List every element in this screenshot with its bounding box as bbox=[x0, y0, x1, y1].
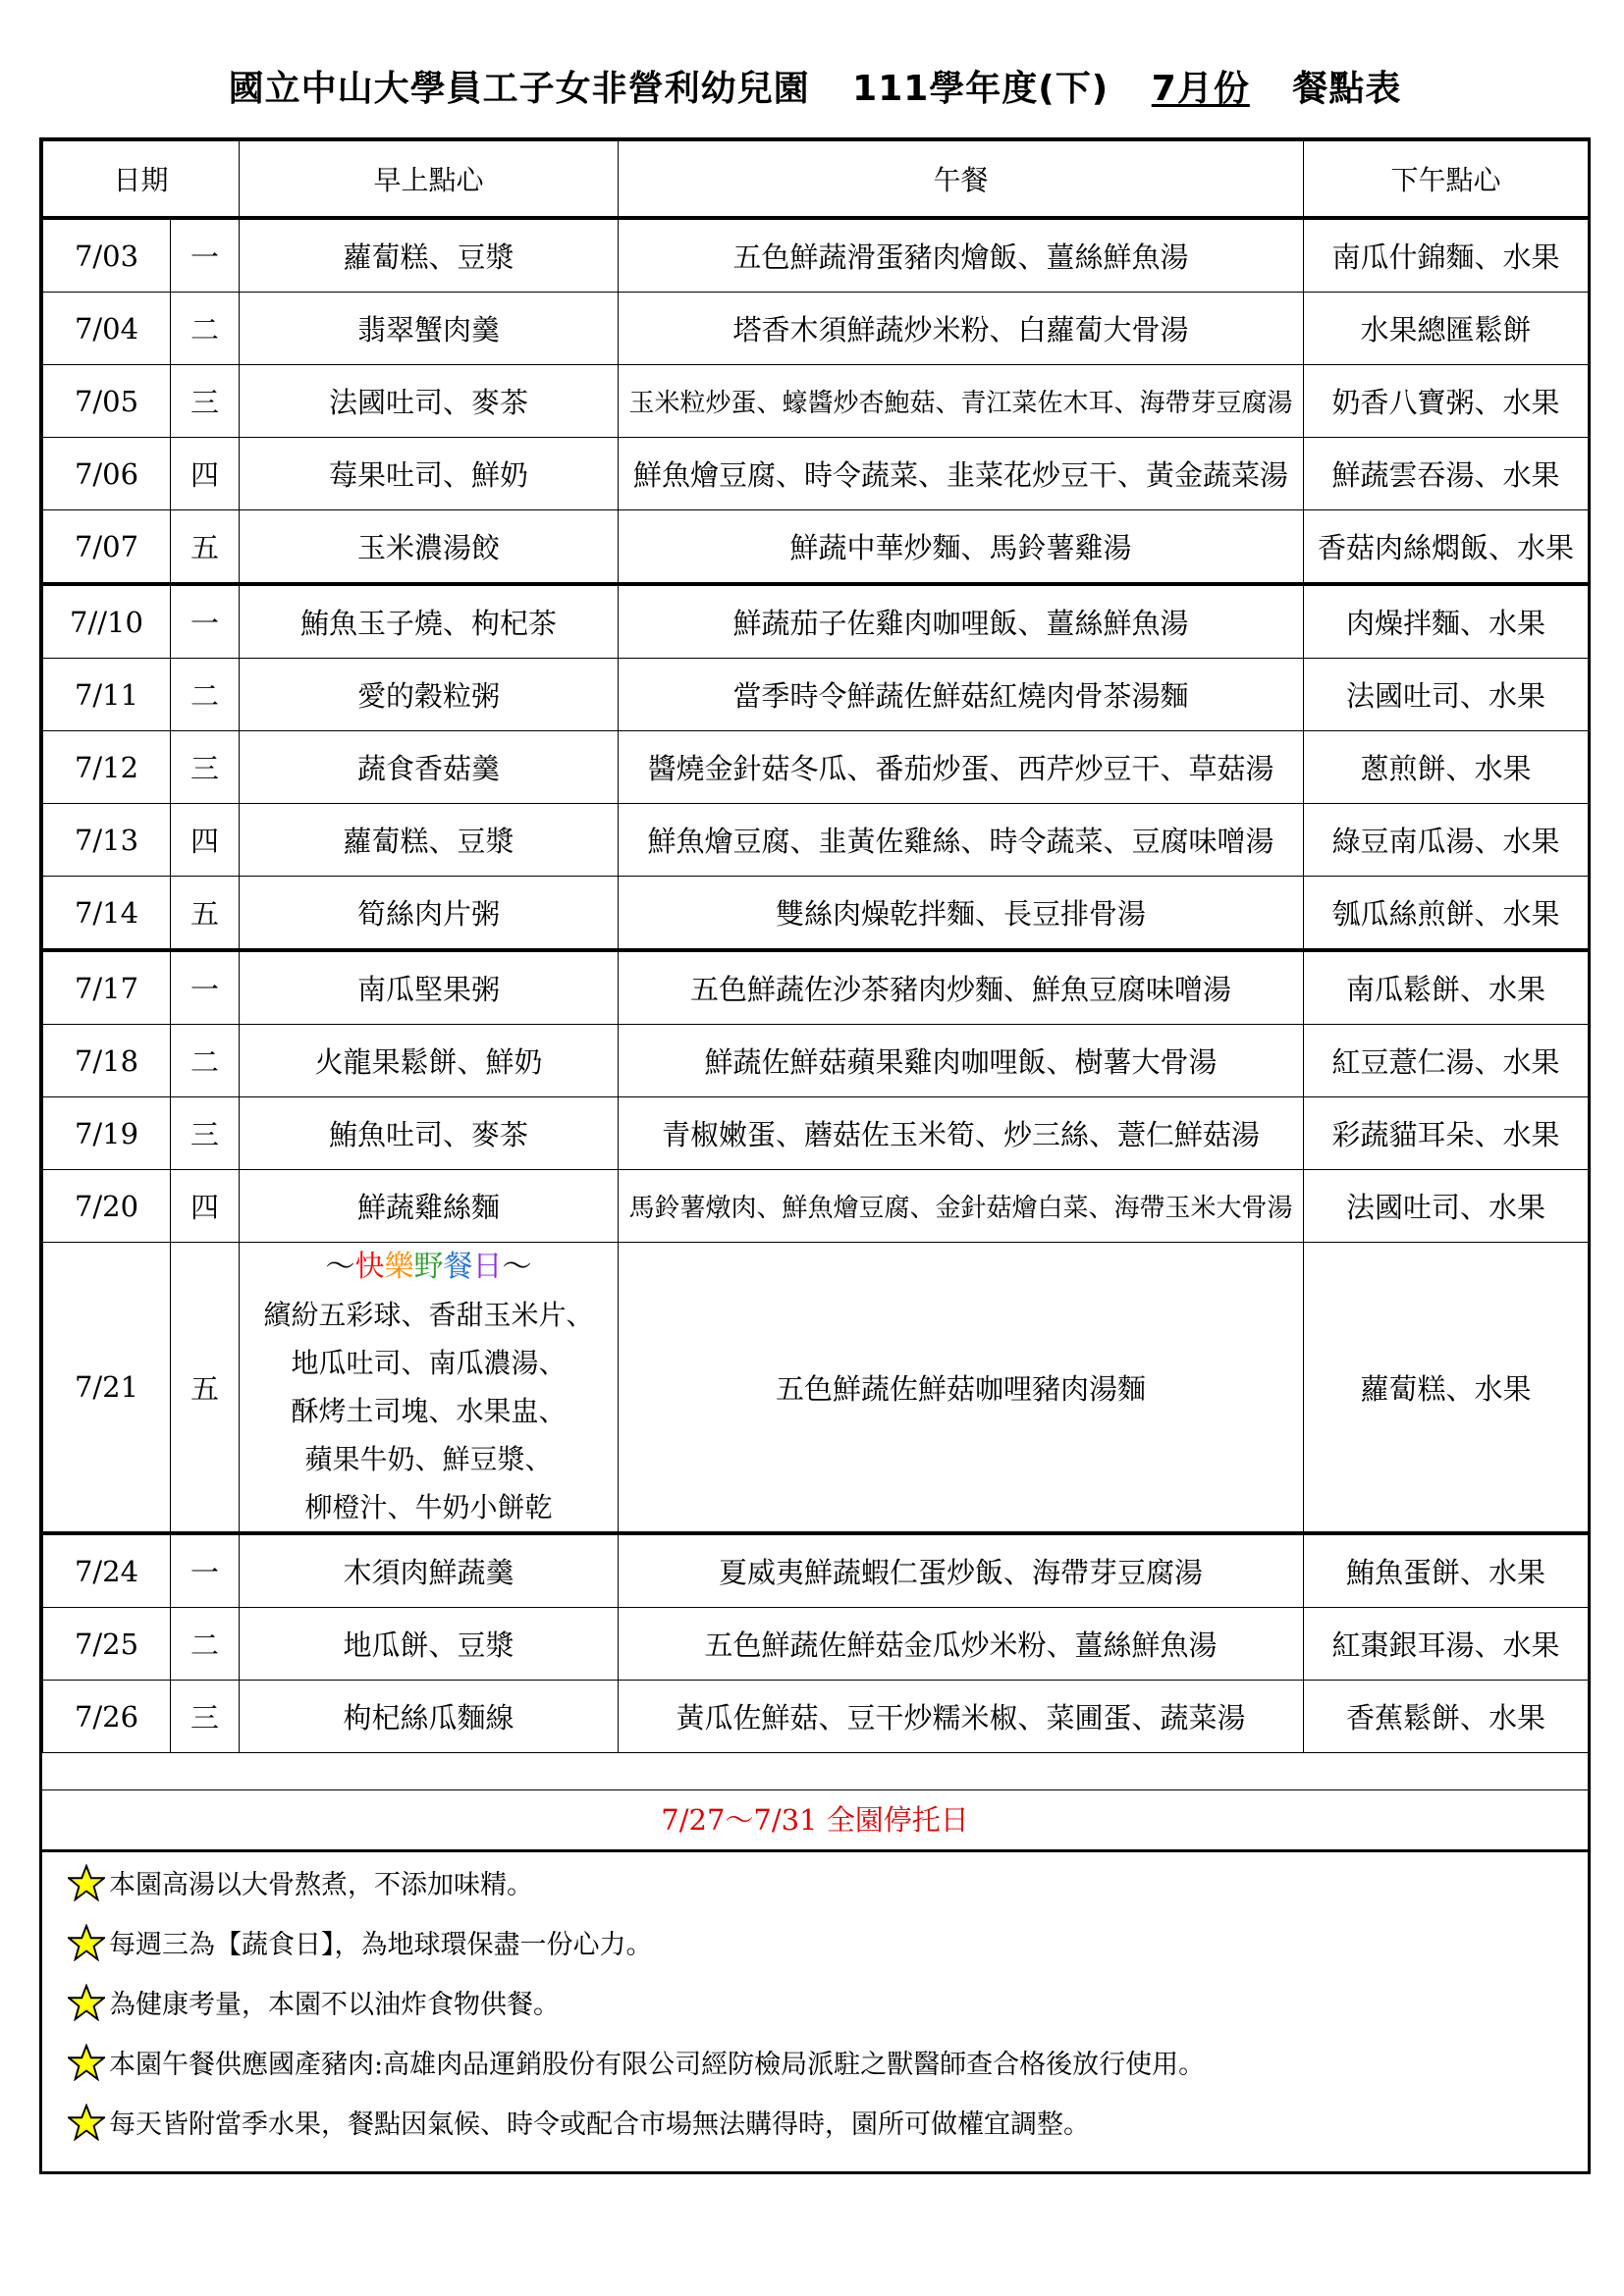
weekday-cell: 三 bbox=[171, 365, 240, 438]
afternoon-snack-cell: 肉燥拌麵、水果 bbox=[1304, 584, 1589, 659]
table-row bbox=[43, 804, 1589, 877]
afternoon-snack-cell: 香蕉鬆餅、水果 bbox=[1304, 1681, 1589, 1753]
morning-snack-cell: 愛的穀粒粥 bbox=[240, 659, 619, 731]
afternoon-snack-cell: 水果總匯鬆餅 bbox=[1304, 293, 1589, 365]
note-item bbox=[42, 2032, 1588, 2092]
date-cell: 7/07 bbox=[43, 510, 171, 585]
picnic-line: 柳橙汁、牛奶小餅乾 bbox=[304, 1491, 553, 1523]
table-row bbox=[43, 510, 1589, 585]
star-icon bbox=[68, 2044, 105, 2081]
date-cell: 7/14 bbox=[43, 877, 171, 951]
header-morning: 早上點心 bbox=[240, 141, 619, 219]
note-item bbox=[42, 2092, 1588, 2152]
title-month: 7月份 bbox=[1151, 69, 1250, 109]
header-row bbox=[43, 141, 1589, 219]
morning-snack-cell: 玉米濃湯餃 bbox=[240, 510, 619, 585]
table-row bbox=[43, 1681, 1589, 1753]
picnic-title-char: 日 bbox=[472, 1250, 503, 1284]
date-cell: 7/03 bbox=[43, 218, 171, 293]
afternoon-snack-cell: 彩蔬貓耳朵、水果 bbox=[1304, 1097, 1589, 1170]
afternoon-snack-cell: 鮮蔬雲吞湯、水果 bbox=[1304, 438, 1589, 510]
menu-table bbox=[42, 140, 1589, 1753]
picnic-title-char: 快 bbox=[354, 1250, 385, 1284]
morning-snack-cell: 南瓜堅果粥 bbox=[240, 950, 619, 1025]
morning-snack-cell bbox=[240, 1243, 619, 1534]
afternoon-snack-cell: 瓠瓜絲煎餅、水果 bbox=[1304, 877, 1589, 951]
lunch-cell: 黃瓜佐鮮菇、豆干炒糯米椒、菜圃蛋、蔬菜湯 bbox=[619, 1681, 1304, 1753]
morning-snack-cell: 蘿蔔糕、豆漿 bbox=[240, 218, 619, 293]
table-row bbox=[43, 365, 1589, 438]
lunch-cell: 鮮魚燴豆腐、韭黃佐雞絲、時令蔬菜、豆腐味噌湯 bbox=[619, 804, 1304, 877]
weekday-cell: 三 bbox=[171, 1681, 240, 1753]
afternoon-snack-cell: 法國吐司、水果 bbox=[1304, 659, 1589, 731]
picnic-menu bbox=[244, 1243, 614, 1531]
table-row bbox=[43, 1243, 1589, 1534]
weekday-cell: 二 bbox=[171, 659, 240, 731]
afternoon-snack-cell: 紅棗銀耳湯、水果 bbox=[1304, 1608, 1589, 1681]
afternoon-snack-cell: 綠豆南瓜湯、水果 bbox=[1304, 804, 1589, 877]
lunch-cell: 五色鮮蔬佐沙茶豬肉炒麵、鮮魚豆腐味噌湯 bbox=[619, 950, 1304, 1025]
morning-snack-cell: 筍絲肉片粥 bbox=[240, 877, 619, 951]
lunch-cell: 玉米粒炒蛋、蠔醬炒杏鮑菇、青江菜佐木耳、海帶芽豆腐湯 bbox=[619, 365, 1304, 438]
morning-snack-cell: 地瓜餅、豆漿 bbox=[240, 1608, 619, 1681]
star-icon bbox=[68, 1864, 105, 1901]
title-org: 國立中山大學員工子女非營利幼兒園 bbox=[228, 69, 810, 109]
note-item bbox=[42, 1852, 1588, 1912]
lunch-cell: 當季時令鮮蔬佐鮮菇紅燒肉骨茶湯麵 bbox=[619, 659, 1304, 731]
lunch-cell: 青椒嫩蛋、蘑菇佐玉米筍、炒三絲、薏仁鮮菇湯 bbox=[619, 1097, 1304, 1170]
picnic-title-char: 野 bbox=[413, 1250, 444, 1284]
menu-sheet bbox=[39, 137, 1591, 2174]
afternoon-snack-cell: 法國吐司、水果 bbox=[1304, 1170, 1589, 1243]
lunch-cell: 夏威夷鮮蔬蝦仁蛋炒飯、海帶芽豆腐湯 bbox=[619, 1533, 1304, 1608]
picnic-title bbox=[244, 1243, 614, 1291]
morning-snack-cell: 翡翠蟹肉羹 bbox=[240, 293, 619, 365]
weekday-cell: 二 bbox=[171, 293, 240, 365]
morning-snack-cell: 火龍果鬆餅、鮮奶 bbox=[240, 1025, 619, 1097]
star-icon bbox=[68, 2104, 105, 2141]
title-year: 111學年度(下) bbox=[852, 69, 1110, 109]
weekday-cell: 二 bbox=[171, 1025, 240, 1097]
table-row bbox=[43, 293, 1589, 365]
morning-snack-cell: 鮪魚吐司、麥茶 bbox=[240, 1097, 619, 1170]
note-text: 每天皆附當季水果，餐點因氣候、時令或配合市場無法購得時，園所可做權宜調整。 bbox=[109, 2109, 1090, 2140]
table-row bbox=[43, 438, 1589, 510]
morning-snack-cell: 木須肉鮮蔬羹 bbox=[240, 1533, 619, 1608]
morning-snack-cell: 鮪魚玉子燒、枸杞茶 bbox=[240, 584, 619, 659]
lunch-cell: 鮮蔬佐鮮菇蘋果雞肉咖哩飯、樹薯大骨湯 bbox=[619, 1025, 1304, 1097]
header-date: 日期 bbox=[43, 141, 240, 219]
notes-list bbox=[42, 1852, 1588, 2152]
weekday-cell: 四 bbox=[171, 438, 240, 510]
picnic-title-char: ～ bbox=[502, 1250, 532, 1284]
table-row bbox=[43, 1025, 1589, 1097]
date-cell: 7/06 bbox=[43, 438, 171, 510]
menu-body bbox=[43, 218, 1589, 1753]
afternoon-snack-cell: 奶香八寶粥、水果 bbox=[1304, 365, 1589, 438]
note-item bbox=[42, 1912, 1588, 1972]
picnic-title-char: ～ bbox=[325, 1250, 355, 1284]
date-cell: 7//10 bbox=[43, 584, 171, 659]
lunch-cell: 雙絲肉燥乾拌麵、長豆排骨湯 bbox=[619, 877, 1304, 951]
lunch-cell: 鮮蔬中華炒麵、馬鈴薯雞湯 bbox=[619, 510, 1304, 585]
morning-snack-cell: 法國吐司、麥茶 bbox=[240, 365, 619, 438]
picnic-title-char: 樂 bbox=[384, 1250, 414, 1284]
date-cell: 7/24 bbox=[43, 1533, 171, 1608]
morning-snack-cell: 鮮蔬雞絲麵 bbox=[240, 1170, 619, 1243]
star-icon bbox=[68, 1924, 105, 1961]
note-text: 本園高湯以大骨熬煮，不添加味精。 bbox=[109, 1870, 533, 1900]
page-title bbox=[39, 61, 1591, 111]
table-row bbox=[43, 584, 1589, 659]
date-cell: 7/13 bbox=[43, 804, 171, 877]
date-cell: 7/11 bbox=[43, 659, 171, 731]
table-row bbox=[43, 218, 1589, 293]
afternoon-snack-cell: 蔥煎餅、水果 bbox=[1304, 731, 1589, 804]
picnic-line: 繽紛五彩球、香甜玉米片、 bbox=[263, 1299, 594, 1331]
morning-snack-cell: 莓果吐司、鮮奶 bbox=[240, 438, 619, 510]
morning-snack-cell: 蘿蔔糕、豆漿 bbox=[240, 804, 619, 877]
weekday-cell: 五 bbox=[171, 877, 240, 951]
table-row bbox=[43, 1533, 1589, 1608]
lunch-cell: 五色鮮蔬滑蛋豬肉燴飯、薑絲鮮魚湯 bbox=[619, 218, 1304, 293]
table-row bbox=[43, 1170, 1589, 1243]
lunch-cell: 五色鮮蔬佐鮮菇金瓜炒米粉、薑絲鮮魚湯 bbox=[619, 1608, 1304, 1681]
date-cell: 7/26 bbox=[43, 1681, 171, 1753]
afternoon-snack-cell: 鮪魚蛋餅、水果 bbox=[1304, 1533, 1589, 1608]
weekday-cell: 五 bbox=[171, 510, 240, 585]
note-text: 本園午餐供應國產豬肉:高雄肉品運銷股份有限公司經防檢局派駐之獸醫師查合格後放行使用。 bbox=[109, 2050, 1206, 2080]
header-lunch: 午餐 bbox=[619, 141, 1304, 219]
lunch-cell: 塔香木須鮮蔬炒米粉、白蘿蔔大骨湯 bbox=[619, 293, 1304, 365]
star-icon bbox=[68, 1984, 105, 2021]
picnic-line: 蘋果牛奶、鮮豆漿、 bbox=[304, 1443, 553, 1475]
date-cell: 7/21 bbox=[43, 1243, 171, 1534]
date-cell: 7/05 bbox=[43, 365, 171, 438]
weekday-cell: 一 bbox=[171, 584, 240, 659]
date-cell: 7/04 bbox=[43, 293, 171, 365]
weekday-cell: 四 bbox=[171, 804, 240, 877]
note-text: 為健康考量，本園不以油炸食物供餐。 bbox=[109, 1990, 560, 2020]
lunch-cell: 鮮魚燴豆腐、時令蔬菜、韭菜花炒豆干、黃金蔬菜湯 bbox=[619, 438, 1304, 510]
picnic-title-char: 餐 bbox=[443, 1250, 473, 1284]
afternoon-snack-cell: 南瓜鬆餅、水果 bbox=[1304, 950, 1589, 1025]
afternoon-snack-cell: 蘿蔔糕、水果 bbox=[1304, 1243, 1589, 1534]
afternoon-snack-cell: 南瓜什錦麵、水果 bbox=[1304, 218, 1589, 293]
picnic-line: 酥烤土司塊、水果盅、 bbox=[291, 1395, 567, 1427]
title-doc: 餐點表 bbox=[1292, 69, 1402, 109]
note-text: 每週三為【蔬食日】，為地球環保盡一份心力。 bbox=[109, 1930, 653, 1960]
lunch-cell: 馬鈴薯燉肉、鮮魚燴豆腐、金針菇燴白菜、海帶玉米大骨湯 bbox=[619, 1170, 1304, 1243]
date-cell: 7/12 bbox=[43, 731, 171, 804]
date-cell: 7/18 bbox=[43, 1025, 171, 1097]
date-cell: 7/19 bbox=[43, 1097, 171, 1170]
weekday-cell: 五 bbox=[171, 1243, 240, 1534]
weekday-cell: 一 bbox=[171, 950, 240, 1025]
table-row bbox=[43, 877, 1589, 951]
date-cell: 7/25 bbox=[43, 1608, 171, 1681]
weekday-cell: 一 bbox=[171, 218, 240, 293]
weekday-cell: 二 bbox=[171, 1608, 240, 1681]
lunch-cell: 鮮蔬茄子佐雞肉咖哩飯、薑絲鮮魚湯 bbox=[619, 584, 1304, 659]
weekday-cell: 四 bbox=[171, 1170, 240, 1243]
afternoon-snack-cell: 紅豆薏仁湯、水果 bbox=[1304, 1025, 1589, 1097]
picnic-line: 地瓜吐司、南瓜濃湯、 bbox=[291, 1347, 567, 1379]
closed-notice: 7/27～7/31 全園停托日 bbox=[42, 1789, 1588, 1852]
table-row bbox=[43, 731, 1589, 804]
lunch-cell: 醬燒金針菇冬瓜、番茄炒蛋、西芹炒豆干、草菇湯 bbox=[619, 731, 1304, 804]
date-cell: 7/20 bbox=[43, 1170, 171, 1243]
weekday-cell: 三 bbox=[171, 1097, 240, 1170]
morning-snack-cell: 枸杞絲瓜麵線 bbox=[240, 1681, 619, 1753]
table-row bbox=[43, 1097, 1589, 1170]
table-row bbox=[43, 659, 1589, 731]
weekday-cell: 三 bbox=[171, 731, 240, 804]
table-row bbox=[43, 1608, 1589, 1681]
morning-snack-cell: 蔬食香菇羹 bbox=[240, 731, 619, 804]
table-row bbox=[43, 950, 1589, 1025]
note-item bbox=[42, 1972, 1588, 2032]
date-cell: 7/17 bbox=[43, 950, 171, 1025]
lunch-cell: 五色鮮蔬佐鮮菇咖哩豬肉湯麵 bbox=[619, 1243, 1304, 1534]
weekday-cell: 一 bbox=[171, 1533, 240, 1608]
afternoon-snack-cell: 香菇肉絲燜飯、水果 bbox=[1304, 510, 1589, 585]
header-afternoon: 下午點心 bbox=[1304, 141, 1589, 219]
